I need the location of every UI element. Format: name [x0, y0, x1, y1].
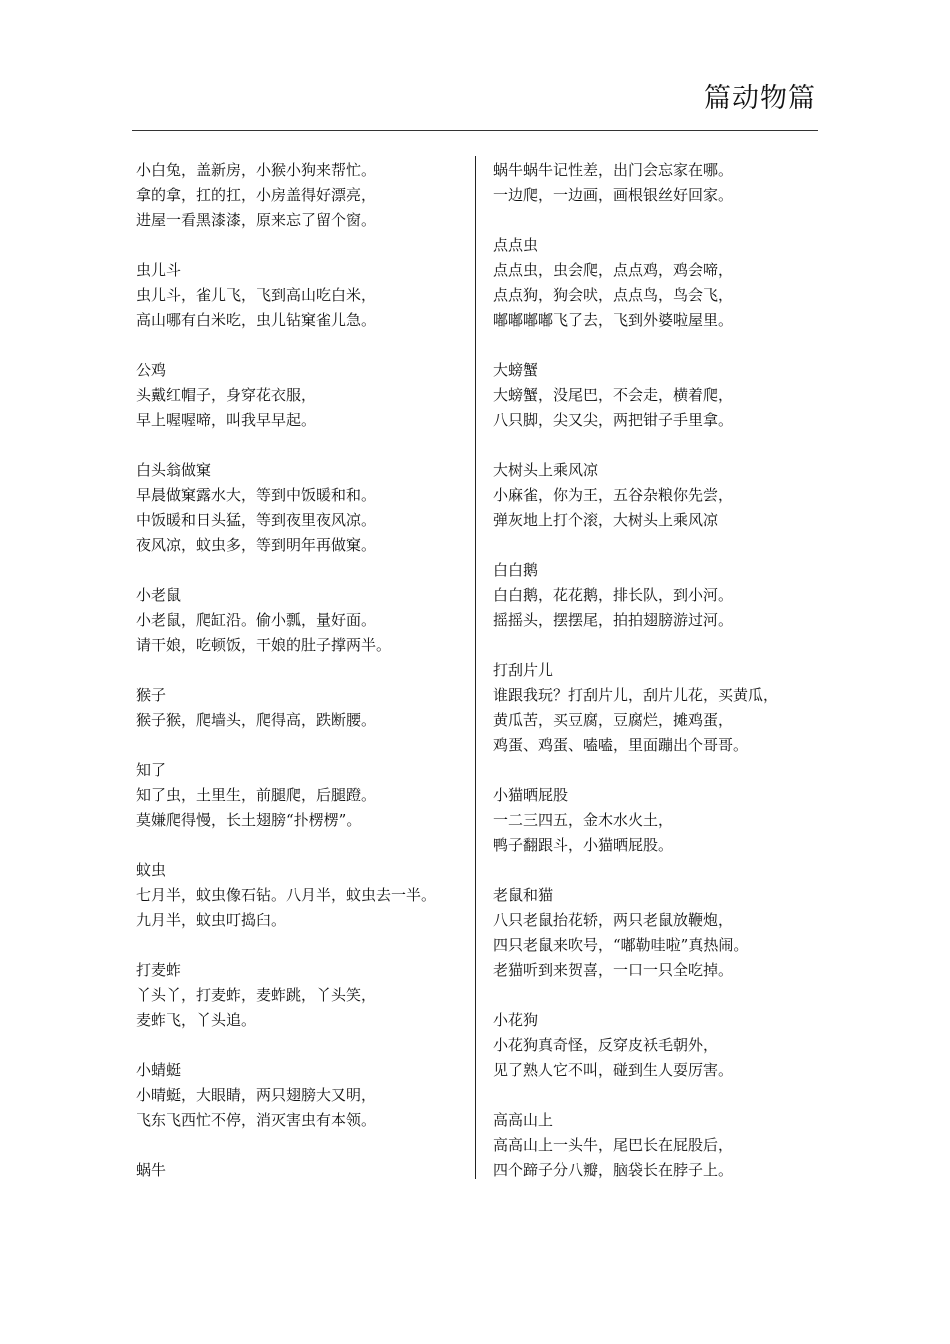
rhyme-line: 中饭暖和日头猛，等到夜里夜风凉。: [136, 511, 377, 529]
rhyme-block: [136, 458, 476, 558]
rhyme-block: [136, 958, 476, 1033]
rhyme-line: 蜗牛: [136, 1161, 167, 1179]
rhyme-line: 点点狗，狗会吠，点点鸟，鸟会飞，: [493, 286, 734, 304]
rhyme-block: [136, 1158, 476, 1183]
rhyme-line: 小白兔，盖新房，小猴小狗来帮忙。: [136, 161, 377, 179]
rhyme-line: 知了: [136, 761, 167, 779]
rhyme-line: 高山哪有白米吃，虫儿钻窠雀儿急。: [136, 311, 377, 329]
rhyme-block: [493, 233, 833, 333]
rhyme-line: 公鸡: [136, 361, 167, 379]
rhyme-line: 四只老鼠来吹号，“嘟勒哇啦”真热闹。: [493, 936, 749, 954]
rhyme-line: 弹灰地上打个滚，大树头上乘风凉: [493, 511, 719, 529]
rhyme-line: 丫头丫，打麦蚱，麦蚱跳，丫头笑，: [136, 986, 377, 1004]
rhyme-line: 请干娘，吃顿饭，干娘的肚子撑两半。: [136, 636, 392, 654]
right-column: [493, 158, 833, 1208]
rhyme-line: 白白鹅: [493, 561, 539, 579]
rhyme-line: 小晴蜓，大眼睛，两只翅膀大又明，: [136, 1086, 377, 1104]
rhyme-line: 虫儿斗: [136, 261, 182, 279]
rhyme-line: 夜风凉，蚊虫多，等到明年再做窠。: [136, 536, 377, 554]
rhyme-line: 早上喔喔啼，叫我早早起。: [136, 411, 317, 429]
rhyme-block: [493, 458, 833, 533]
rhyme-line: 一二三四五，金木水火土，: [493, 811, 674, 829]
rhyme-line: 小蜻蜓: [136, 1061, 182, 1079]
rhyme-line: 拿的拿，扛的扛，小房盖得好漂亮，: [136, 186, 377, 204]
rhyme-line: 老猫听到来贺喜，一口一只全吃掉。: [493, 961, 734, 979]
rhyme-block: [493, 358, 833, 433]
rhyme-line: 知了虫，土里生，前腿爬，后腿蹬。: [136, 786, 377, 804]
rhyme-block: [136, 358, 476, 433]
rhyme-line: 大螃蟹，没尾巴，不会走，横着爬，: [493, 386, 734, 404]
rhyme-block: [136, 1058, 476, 1133]
rhyme-block: [136, 258, 476, 333]
rhyme-line: 七月半，蚊虫像石钻。八月半，蚊虫去一半。: [136, 886, 437, 904]
rhyme-block: [493, 783, 833, 858]
rhyme-block: [136, 158, 476, 233]
rhyme-line: 打刮片儿: [493, 661, 554, 679]
rhyme-line: 蚊虫: [136, 861, 167, 879]
rhyme-line: 鸭子翻跟斗，小猫晒屁股。: [493, 836, 674, 854]
rhyme-line: 点点虫: [493, 236, 539, 254]
rhyme-line: 飞东飞西忙不停，消灭害虫有本领。: [136, 1111, 377, 1129]
rhyme-line: 白头翁做窠: [136, 461, 212, 479]
rhyme-line: 白白鹅，花花鹅，排长队，到小河。: [493, 586, 734, 604]
rhyme-line: 点点虫，虫会爬，点点鸡，鸡会啼，: [493, 261, 734, 279]
rhyme-line: 高高山上一头牛，尾巴长在屁股后，: [493, 1136, 734, 1154]
rhyme-block: [136, 858, 476, 933]
rhyme-line: 高高山上: [493, 1111, 554, 1129]
rhyme-line: 四个蹄子分八瓣，脑袋长在脖子上。: [493, 1161, 734, 1179]
rhyme-line: 猴子猴，爬墙头，爬得高，跌断腰。: [136, 711, 377, 729]
rhyme-line: 小老鼠: [136, 586, 182, 604]
rhyme-block: [493, 158, 833, 208]
rhyme-line: 摇摇头，摆摆尾，拍拍翅膀游过河。: [493, 611, 734, 629]
rhyme-block: [493, 558, 833, 633]
rhyme-line: 早晨做窠露水大，等到中饭暖和和。: [136, 486, 377, 504]
rhyme-line: 大螃蟹: [493, 361, 539, 379]
rhyme-line: 小麻雀，你为王，五谷杂粮你先尝，: [493, 486, 734, 504]
rhyme-line: 一边爬，一边画，画根银丝好回家。: [493, 186, 734, 204]
rhyme-line: 黄瓜苦，买豆腐，豆腐烂，摊鸡蛋，: [493, 711, 734, 729]
page-header: [132, 78, 818, 131]
rhyme-line: 九月半，蚊虫叮捣臼。: [136, 911, 287, 929]
rhyme-line: 打麦蚱: [136, 961, 182, 979]
rhyme-block: [493, 658, 833, 758]
rhyme-block: [493, 883, 833, 983]
rhyme-line: 虫儿斗，雀儿飞，飞到高山吃白米，: [136, 286, 377, 304]
page-title: 篇动物篇: [704, 83, 816, 114]
rhyme-line: 头戴红帽子，身穿花衣服，: [136, 386, 317, 404]
left-column: [136, 158, 476, 1208]
rhyme-block: [493, 1108, 833, 1183]
rhyme-line: 嘟嘟嘟嘟飞了去，飞到外婆啦屋里。: [493, 311, 734, 329]
rhyme-line: 大树头上乘风凉: [493, 461, 599, 479]
rhyme-block: [493, 1008, 833, 1083]
rhyme-line: 蜗牛蜗牛记性差，出门会忘家在哪。: [493, 161, 734, 179]
rhyme-line: 小花狗: [493, 1011, 539, 1029]
rhyme-line: 小花狗真奇怪，反穿皮袄毛朝外，: [493, 1036, 719, 1054]
rhyme-line: 鸡蛋、鸡蛋、嗑嗑，里面蹦出个哥哥。: [493, 736, 749, 754]
rhyme-line: 莫嫌爬得慢，长土翅膀“扑楞楞”。: [136, 811, 362, 829]
rhyme-line: 八只老鼠抬花轿，两只老鼠放鞭炮，: [493, 911, 734, 929]
rhyme-line: 见了熟人它不叫，碰到生人耍厉害。: [493, 1061, 734, 1079]
rhyme-line: 谁跟我玩？打刮片儿，刮片儿花，买黄瓜，: [493, 686, 779, 704]
rhyme-line: 老鼠和猫: [493, 886, 554, 904]
rhyme-line: 小老鼠，爬缸沿。偷小瓢，量好面。: [136, 611, 377, 629]
rhyme-line: 麦蚱飞，丫头追。: [136, 1011, 257, 1029]
rhyme-line: 小猫晒屁股: [493, 786, 569, 804]
rhyme-block: [136, 583, 476, 658]
rhyme-line: 猴子: [136, 686, 167, 704]
rhyme-block: [136, 758, 476, 833]
rhyme-line: 进屋一看黑漆漆，原来忘了留个窗。: [136, 211, 377, 229]
column-divider: [475, 156, 476, 1179]
rhyme-block: [136, 683, 476, 733]
rhyme-line: 八只脚，尖又尖，两把钳子手里拿。: [493, 411, 734, 429]
